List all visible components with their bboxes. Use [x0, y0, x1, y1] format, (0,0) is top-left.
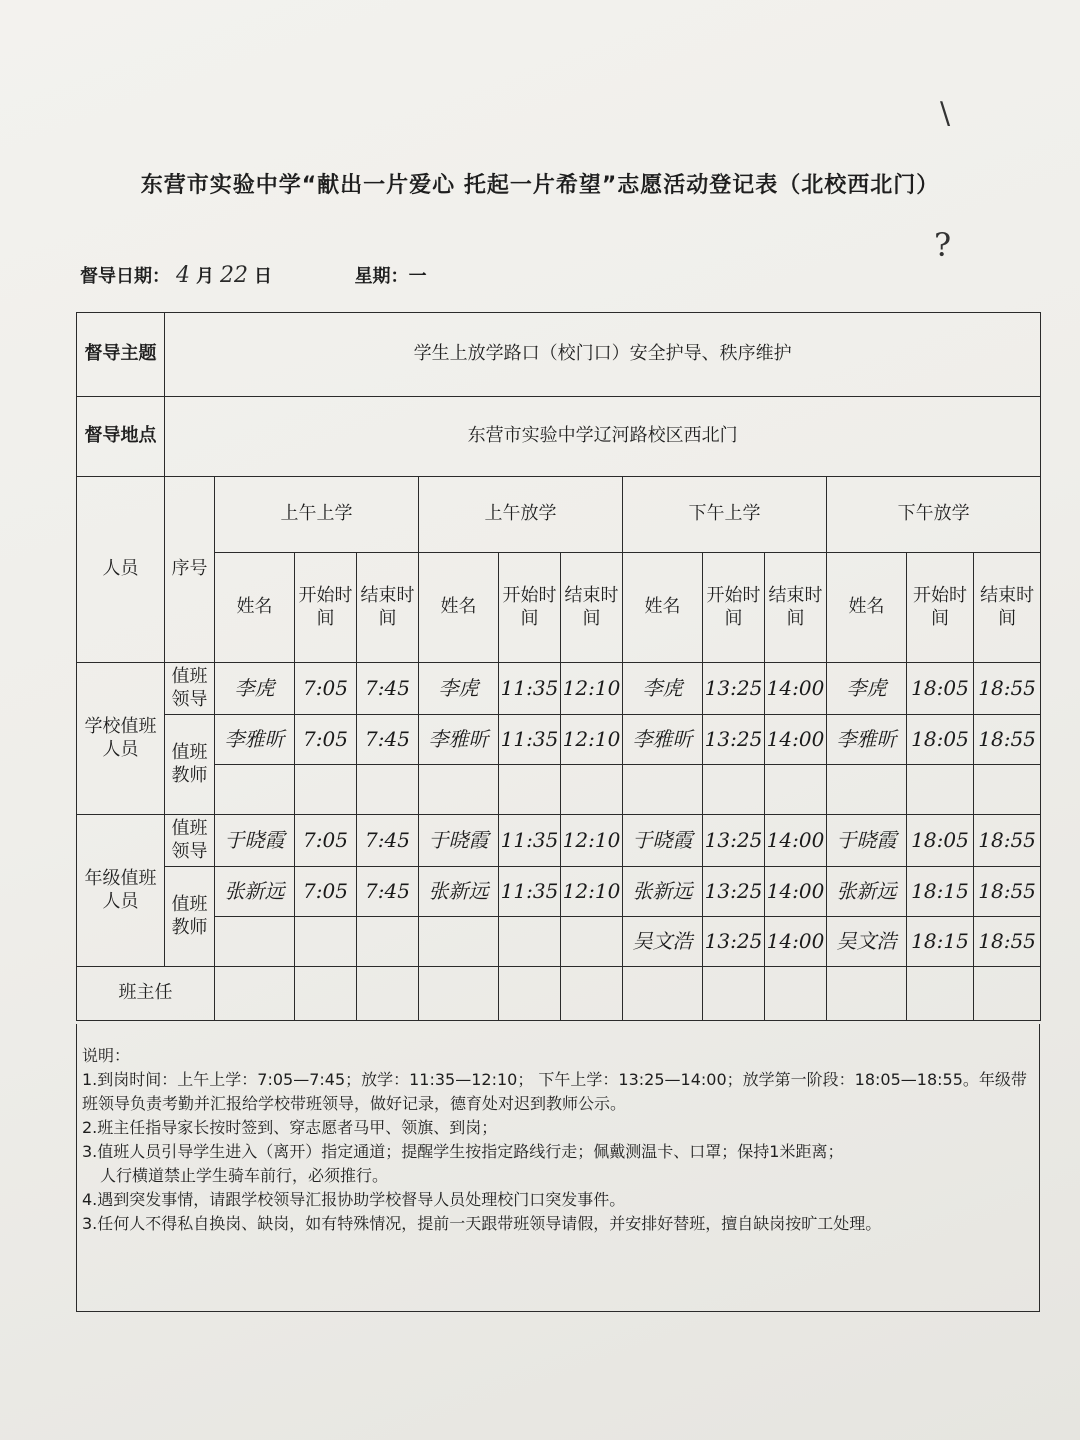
cell-end: 18:55 — [974, 663, 1041, 715]
cell-end: 12:10 — [561, 815, 623, 867]
notes-line: 2.班主任指导家长按时签到、穿志愿者马甲、领旗、到岗； — [82, 1118, 498, 1137]
name-header: 姓名 — [419, 553, 499, 663]
cell-end: 7:45 — [357, 815, 419, 867]
cell-name — [827, 765, 907, 815]
cell-start: 13:25 — [703, 663, 765, 715]
cell-name: 吴文浩 — [623, 917, 703, 967]
cell-name — [215, 765, 295, 815]
cell-start — [295, 917, 357, 967]
notes-line: 3.值班人员引导学生进入（离开）指定通道；提醒学生按指定路线行走；佩戴测温卡、口罩；保持1米距离； — [82, 1142, 844, 1161]
cell-end — [357, 765, 419, 815]
seq-header: 序号 — [165, 477, 215, 663]
cell-start — [907, 765, 974, 815]
pen-mark-hook: ? — [934, 226, 952, 264]
location-row — [77, 397, 1041, 477]
cell-end: 18:55 — [974, 815, 1041, 867]
cell-end: 12:10 — [561, 867, 623, 917]
notes-section — [82, 1044, 1032, 1236]
cell-end: 14:00 — [765, 917, 827, 967]
cell-end — [357, 917, 419, 967]
cell-end: 14:00 — [765, 715, 827, 765]
location-label: 督导地点 — [77, 397, 165, 477]
session-header-row — [77, 477, 1041, 553]
session-header: 上午放学 — [419, 477, 623, 553]
cell-end: 18:55 — [974, 917, 1041, 967]
cell-name: 李雅昕 — [215, 715, 295, 765]
session-header: 上午上学 — [215, 477, 419, 553]
homeroom-row — [77, 967, 1041, 1021]
personnel-header: 人员 — [77, 477, 165, 663]
notes-line: 3.任何人不得私自换岗、缺岗，如有特殊情况，提前一天跟带班领导请假，并安排好替班，擅自缺岗按旷工处理。 — [82, 1214, 882, 1233]
cell-end: 18:55 — [974, 867, 1041, 917]
cell-name: 吴文浩 — [827, 917, 907, 967]
cell-end: 14:00 — [765, 663, 827, 715]
group-label: 班主任 — [77, 967, 215, 1021]
month-unit: 月 — [196, 266, 214, 287]
cell-start: 18:15 — [907, 917, 974, 967]
cell-name: 李虎 — [215, 663, 295, 715]
cell-start: 11:35 — [499, 815, 561, 867]
end-header: 结束时间 — [561, 553, 623, 663]
end-header: 结束时间 — [974, 553, 1041, 663]
date-label: 督导日期： — [80, 266, 170, 287]
day-unit: 日 — [254, 266, 272, 287]
cell-start: 18:05 — [907, 815, 974, 867]
cell-name: 李虎 — [419, 663, 499, 715]
cell-end — [765, 765, 827, 815]
cell-start: 7:05 — [295, 663, 357, 715]
notes-line: 1.到岗时间：上午上学：7:05—7:45；放学：11:35—12:10； 下午上学：13:25—14:00；放学第一阶段：18:05—18:55。年级带班领导负责考勤并汇报给学校带班领导，做好记录，德育处对迟到教师公示。 — [82, 1070, 1027, 1113]
name-header: 姓名 — [215, 553, 295, 663]
group-label: 学校值班人员 — [77, 663, 165, 815]
end-header: 结束时间 — [765, 553, 827, 663]
session-header: 下午上学 — [623, 477, 827, 553]
session-header: 下午放学 — [827, 477, 1041, 553]
table-row — [77, 815, 1041, 867]
pen-mark-slash: \ — [940, 96, 951, 131]
cell-name: 张新远 — [623, 867, 703, 917]
notes-line: 人行横道禁止学生骑车前行，必须推行。 — [100, 1166, 389, 1185]
table-row — [77, 765, 1041, 815]
cell-name: 张新远 — [419, 867, 499, 917]
name-header: 姓名 — [827, 553, 907, 663]
cell-start — [703, 765, 765, 815]
weekday-value: 一 — [408, 266, 427, 287]
date-line — [80, 262, 427, 288]
table-row — [77, 867, 1041, 917]
cell-end — [561, 917, 623, 967]
cell-start — [295, 765, 357, 815]
registration-table — [76, 312, 1041, 1021]
weekday-label: 星期： — [354, 266, 409, 287]
month-value: 4 — [176, 263, 190, 288]
group-label: 年级值班人员 — [77, 815, 165, 967]
cell-start: 11:35 — [499, 867, 561, 917]
cell-name: 李虎 — [623, 663, 703, 715]
cell-start: 11:35 — [499, 663, 561, 715]
cell-end — [974, 765, 1041, 815]
theme-row — [77, 313, 1041, 397]
cell-start: 13:25 — [703, 815, 765, 867]
cell-end: 18:55 — [974, 715, 1041, 765]
table-row — [77, 715, 1041, 765]
notes-line: 4.遇到突发事情，请跟学校领导汇报协助学校督导人员处理校门口突发事件。 — [82, 1190, 626, 1209]
day-value: 22 — [220, 263, 248, 288]
cell-start — [499, 765, 561, 815]
cell-end: 7:45 — [357, 663, 419, 715]
start-header: 开始时间 — [907, 553, 974, 663]
cell-start: 13:25 — [703, 715, 765, 765]
location-value: 东营市实验中学辽河路校区西北门 — [165, 397, 1041, 477]
cell-start: 11:35 — [499, 715, 561, 765]
cell-name — [215, 917, 295, 967]
name-header: 姓名 — [623, 553, 703, 663]
theme-label: 督导主题 — [77, 313, 165, 397]
cell-name: 于晓霞 — [215, 815, 295, 867]
table-row — [77, 663, 1041, 715]
cell-end: 14:00 — [765, 815, 827, 867]
cell-name — [419, 917, 499, 967]
role-label: 值班领导 — [165, 815, 215, 867]
cell-name: 李虎 — [827, 663, 907, 715]
cell-end: 7:45 — [357, 715, 419, 765]
cell-name: 于晓霞 — [623, 815, 703, 867]
role-label: 值班教师 — [165, 867, 215, 967]
role-label: 值班领导 — [165, 663, 215, 715]
cell-start: 7:05 — [295, 867, 357, 917]
end-header: 结束时间 — [357, 553, 419, 663]
cell-start: 18:05 — [907, 715, 974, 765]
cell-end: 12:10 — [561, 663, 623, 715]
cell-start: 7:05 — [295, 815, 357, 867]
cell-name: 于晓霞 — [827, 815, 907, 867]
theme-value: 学生上放学路口（校门口）安全护导、秩序维护 — [165, 313, 1041, 397]
form-title: 东营市实验中学“献出一片爱心 托起一片希望”志愿活动登记表（北校西北门） — [140, 173, 940, 198]
cell-name: 李雅昕 — [623, 715, 703, 765]
start-header: 开始时间 — [703, 553, 765, 663]
cell-end: 7:45 — [357, 867, 419, 917]
role-label: 值班教师 — [165, 715, 215, 815]
cell-name — [623, 765, 703, 815]
cell-name: 于晓霞 — [419, 815, 499, 867]
cell-start — [499, 917, 561, 967]
cell-start: 13:25 — [703, 867, 765, 917]
cell-start: 13:25 — [703, 917, 765, 967]
cell-name: 张新远 — [215, 867, 295, 917]
column-header-row — [77, 553, 1041, 663]
cell-start: 7:05 — [295, 715, 357, 765]
cell-start: 18:15 — [907, 867, 974, 917]
start-header: 开始时间 — [295, 553, 357, 663]
notes-heading: 说明： — [82, 1046, 131, 1065]
cell-start: 18:05 — [907, 663, 974, 715]
cell-end — [561, 765, 623, 815]
start-header: 开始时间 — [499, 553, 561, 663]
cell-name: 张新远 — [827, 867, 907, 917]
table-row — [77, 917, 1041, 967]
cell-end: 12:10 — [561, 715, 623, 765]
cell-end: 14:00 — [765, 867, 827, 917]
cell-name: 李雅昕 — [419, 715, 499, 765]
cell-name: 李雅昕 — [827, 715, 907, 765]
cell-name — [419, 765, 499, 815]
